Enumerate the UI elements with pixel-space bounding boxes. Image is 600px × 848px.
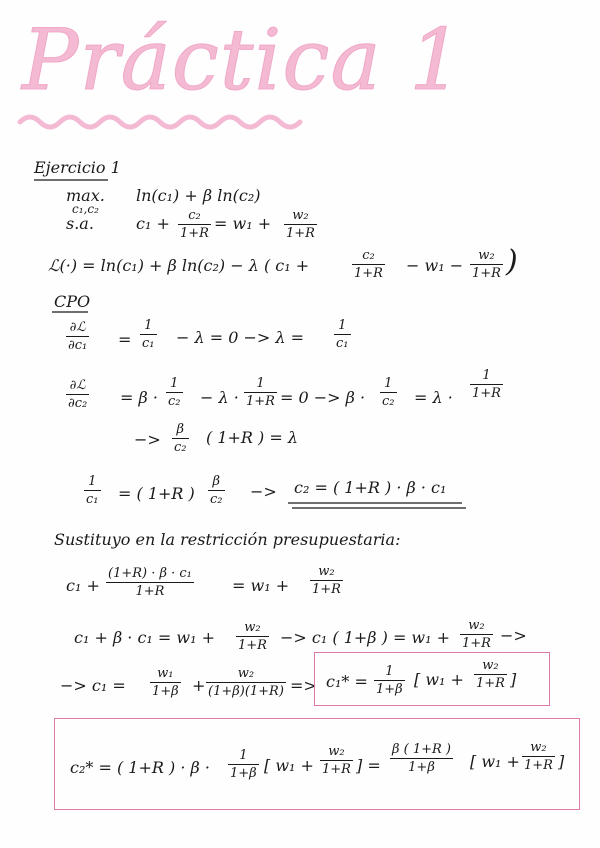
euler-frac-1: 1 c₁ [86,474,99,508]
foc1-frac: 1 c₁ [142,318,155,352]
c2-star-frac-beta: β ( 1+R ) 1+β [392,742,452,776]
constraint-frac-c2: c₂ 1+R [180,208,209,242]
foc2-mid: − λ · [200,388,239,407]
euler-result: c₂ = ( 1+R ) · β · c₁ [294,478,447,497]
c1-star-close: ] [510,670,517,689]
sub3-pre: −> c₁ = [60,676,126,695]
foc3-frac: β c₂ [174,422,187,456]
foc1-derivative: ∂ℒ ∂c₁ [68,320,88,354]
c2-star-frac-w2-2: w₂ 1+R [524,740,553,774]
sub3-frac-2: w₂ (1+β)(1+R) [208,666,284,700]
foc3-pre: −> [134,430,161,449]
max-vars: c₁,c₂ [72,202,99,216]
foc2-frac-1: 1 c₂ [168,376,181,410]
sub1-frac: (1+R) · β · c₁ 1+R [108,566,192,600]
sub2-pre: c₁ + β · c₁ = w₁ + [74,628,216,647]
sub1-pre: c₁ + [66,576,100,595]
lagrangian-lhs: ℒ(·) = ln(c₁) + β ln(c₂) − λ ( c₁ + [48,256,310,275]
st-label: s.a. [66,214,94,233]
constraint-lhs: c₁ + [136,214,170,233]
substitute-text: Sustituyo en la restricción presupuestaria: [54,530,401,549]
lagrangian-mid: − w₁ − [406,256,464,275]
constraint-frac-w2: w₂ 1+R [286,208,315,242]
foc2-rest2: = λ · [414,388,453,407]
foc2-frac-3: 1 c₂ [382,376,395,410]
foc3-rest: ( 1+R ) = λ [206,428,299,447]
euler-arrow: −> [250,482,277,501]
c2-star-bracket2: [ w₁ + [470,752,520,771]
foc1-eq: = [118,330,132,349]
c1-star-frac-w2: w₂ 1+R [476,658,505,692]
c1-star-lhs: c₁* = [326,672,368,691]
foc2-frac-4: 1 1+R [472,368,501,402]
cpo-label: CPO [54,292,91,311]
max-label: max. [66,186,105,205]
sub1-frac-w2: w₂ 1+R [312,564,341,598]
euler-frac-2: β c₂ [210,474,223,508]
sub1-mid: = w₁ + [232,576,290,595]
c2-star-bracket: [ w₁ + [264,756,314,775]
foc2-rest: = 0 −> β · [280,388,366,407]
page-title: Práctica 1 [22,11,464,109]
lagrangian-frac-w2: w₂ 1+R [472,248,501,282]
constraint-mid: = w₁ + [214,214,272,233]
foc1-rest: − λ = 0 −> λ = [176,328,305,347]
foc2-derivative: ∂ℒ ∂c₂ [68,378,88,412]
c2-star-frac-w2: w₂ 1+R [322,744,351,778]
foc2-frac-2: 1 1+R [246,376,275,410]
c2-star-lhs: c₂* = ( 1+R ) · β · [70,758,210,777]
sub3-frac-1: w₁ 1+β [152,666,179,700]
sub2-post: −> [500,626,527,645]
sub2-frac-2: w₂ 1+R [462,618,491,652]
sub3-arrow: => [290,676,317,695]
sub2-mid: −> c₁ ( 1+β ) = w₁ + [280,628,451,647]
foc1-lambda-frac: 1 c₁ [336,318,349,352]
sub3-plus: + [192,676,206,695]
sub2-frac-1: w₂ 1+R [238,620,267,654]
lagrangian-close: ) [506,244,518,279]
foc2-pre: = β · [120,388,158,407]
c2-star-close2: ] [558,752,565,771]
lagrangian-frac-c2: c₂ 1+R [354,248,383,282]
exercise-heading: Ejercicio 1 [34,158,121,177]
c2-star-close: ] = [356,756,381,775]
euler-mid: = ( 1+R ) [118,484,195,503]
c1-star-bracket: [ w₁ + [414,670,464,689]
c1-star-frac: 1 1+β [376,664,403,698]
objective: ln(c₁) + β ln(c₂) [136,186,261,205]
c2-star-frac: 1 1+β [230,748,257,782]
